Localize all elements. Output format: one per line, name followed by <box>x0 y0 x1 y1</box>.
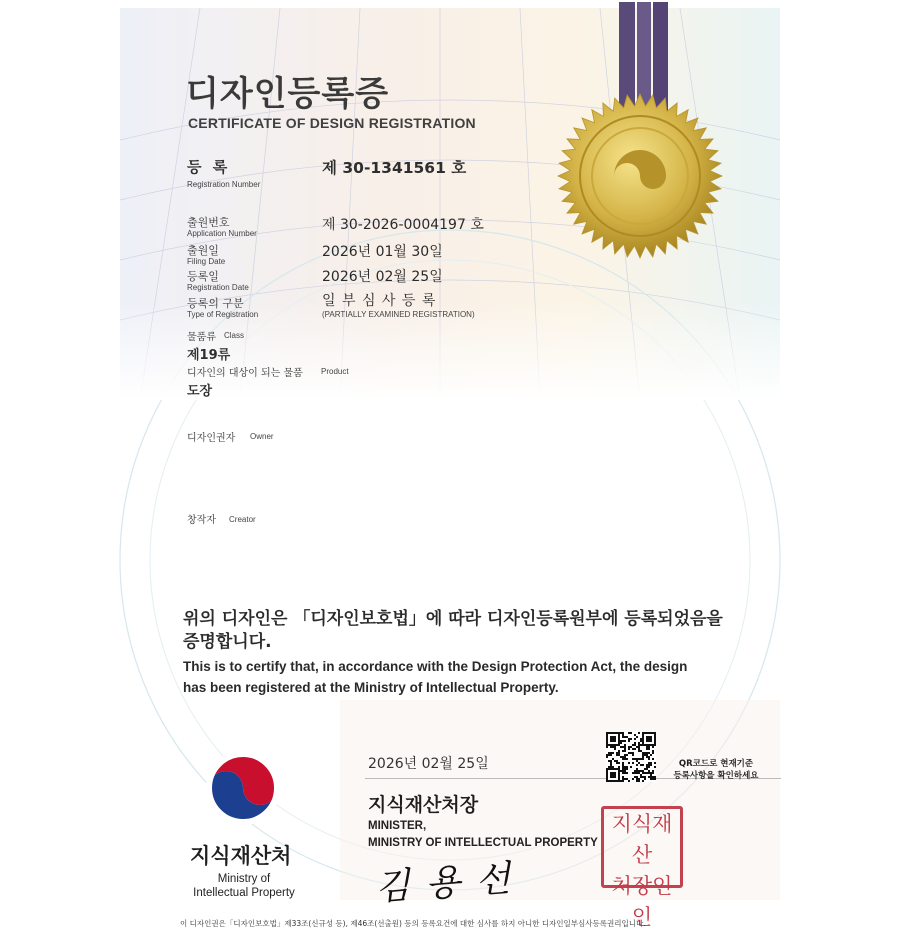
product-label-en: Product <box>321 367 349 376</box>
application-number-label: 출원번호 <box>187 216 230 229</box>
filing-date-value: 2026년 01월 30일 <box>322 244 443 260</box>
class-value: 제19류 <box>187 348 231 363</box>
certification-statement-korean <box>183 608 723 654</box>
statement-ko-line-2: 증명합니다. <box>183 632 272 652</box>
application-number-label-en: Application Number <box>187 229 257 238</box>
gold-seal-icon <box>558 94 722 258</box>
statement-ko-line-1: 위의 디자인은 「디자인보호법」에 따라 디자인등록원부에 등록되었음을 <box>183 609 723 629</box>
certification-statement-english <box>183 656 687 698</box>
agency-en-line-1: Ministry of <box>217 873 271 885</box>
creator-label: 창작자 <box>187 515 216 526</box>
registration-type-value: 일 부 심 사 등 록 <box>322 293 437 309</box>
registration-type-value-en: (PARTIALLY EXAMINED REGISTRATION) <box>322 310 475 319</box>
registration-number-label-en: Registration Number <box>187 180 261 189</box>
qr-note <box>662 758 770 782</box>
product-value: 도장 <box>187 384 213 399</box>
issue-date: 2026년 02월 25일 <box>368 756 489 772</box>
stamp-line-1: 지식재산 <box>611 812 673 867</box>
government-logo-icon <box>203 748 283 828</box>
issuer-title-english <box>368 818 598 852</box>
official-stamp-icon <box>601 806 683 929</box>
class-label-en: Class <box>224 331 245 340</box>
qr-code-icon[interactable] <box>606 732 656 782</box>
document-title-english: CERTIFICATE OF DESIGN REGISTRATION <box>188 115 476 131</box>
creator-label-en: Creator <box>229 515 256 524</box>
filing-date-label-en: Filing Date <box>187 257 226 266</box>
qr-note-line-2: 등록사항을 확인하세요 <box>673 771 759 781</box>
stamp-line-2: 처장인인 <box>611 874 673 929</box>
ribbon-icon <box>619 2 668 112</box>
class-label: 물품류 <box>187 332 216 343</box>
registration-date-label: 등록일 <box>187 270 219 283</box>
agency-name-english <box>186 872 302 900</box>
registration-date-value: 2026년 02월 25일 <box>322 269 443 285</box>
statement-en-line-2: has been registered at the Ministry of Intellectual Property. <box>183 680 559 695</box>
footnote: 이 디자인권은「디자인보호법」제33조(신규성 등), 제46조(선출원) 등의 등록요건에 대한 심사를 하지 아니한 디자인일부심사등록권리입니다. <box>180 919 646 928</box>
owner-label: 디자인권자 <box>187 433 236 444</box>
agency-en-line-2: Intellectual Property <box>193 887 295 899</box>
registration-number-label: 등 록 <box>187 158 231 176</box>
owner-label-en: Owner <box>250 432 274 441</box>
issuer-en-line-2: MINISTRY OF INTELLECTUAL PROPERTY <box>368 837 598 849</box>
agency-name-korean: 지식재산처 <box>190 844 292 868</box>
registration-date-label-en: Registration Date <box>187 283 249 292</box>
statement-en-line-1: This is to certify that, in accordance with the Design Protection Act, the design <box>183 659 688 674</box>
registration-number-value: 제 30-1341561 호 <box>322 159 467 177</box>
document-title-korean: 디자인등록증 <box>186 74 390 114</box>
issuer-en-line-1: MINISTER, <box>368 820 427 832</box>
issuer-title-korean: 지식재산처장 <box>368 794 479 816</box>
application-number-value: 제 30-2026-0004197 호 <box>322 217 484 233</box>
registration-type-label: 등록의 구분 <box>187 297 244 310</box>
filing-date-label: 출원일 <box>187 244 219 257</box>
qr-note-line-1: QR코드로 현재기준 <box>678 759 754 769</box>
signature: 김 용 선 <box>373 858 514 909</box>
product-label: 디자인의 대상이 되는 물품 <box>187 368 303 379</box>
registration-type-label-en: Type of Registration <box>187 310 259 319</box>
